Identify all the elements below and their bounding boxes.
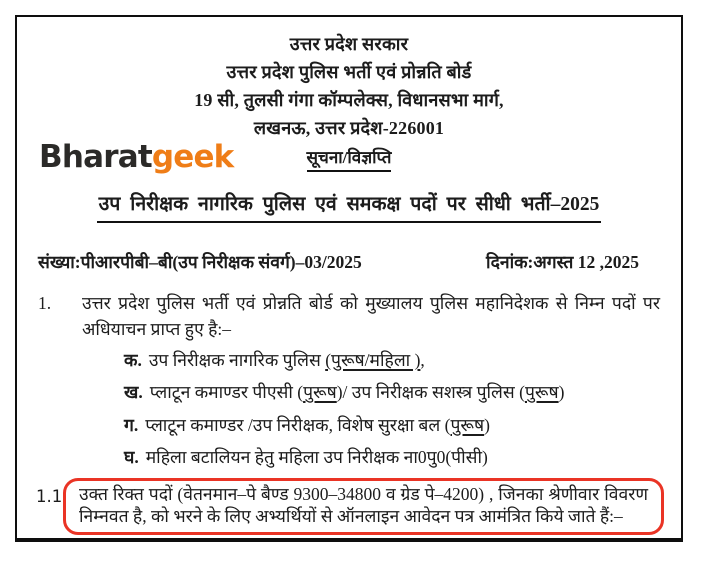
logo-bharat: Bharat <box>39 139 152 175</box>
post-list <box>124 344 681 474</box>
paragraph-1-text: उत्तर प्रदेश पुलिस भर्ती एवं प्रोन्नति बोर्ड को मुख्यालय पुलिस महानिदेशक से निम्न पदों पर अधियाचन प्राप्त हुए है:– <box>82 293 660 339</box>
org-address-line2: लखनऊ, उत्तर प्रदेश-226001 <box>253 118 445 138</box>
list-item-text <box>146 447 488 467</box>
list-item <box>124 409 681 441</box>
list-item-text <box>150 382 565 402</box>
list-item <box>124 376 681 408</box>
list-item <box>124 441 681 473</box>
reference-row <box>38 249 639 275</box>
org-government-line: उत्तर प्रदेश सरकार <box>289 34 409 54</box>
list-item-text-segment: महिला बटालियन हेतु महिला उप निरीक्षक ना0पु0(पीसी) <box>145 447 488 468</box>
logo-geek: geek <box>151 139 234 175</box>
recruitment-title: उप निरीक्षक नागरिक पुलिस एवं समकक्ष पदों पर सीधी भर्ती–2025 <box>97 189 602 223</box>
paragraph-1-1-number: 1.1 <box>36 486 63 506</box>
reference-number: संख्या:पीआरपीबी–बी(उप निरीक्षक संवर्ग)–03/2025 <box>38 252 362 272</box>
list-item-text <box>145 415 490 435</box>
list-item-label: ग. <box>124 414 139 435</box>
paragraph-1 <box>38 290 660 342</box>
list-item-text-segment: पुरूष <box>524 382 559 403</box>
list-item-text-segment: पुरूष <box>303 382 337 403</box>
list-item-label: क. <box>124 350 142 370</box>
bharatgeek-watermark-logo <box>39 138 234 176</box>
list-item <box>124 344 681 376</box>
list-item-text-segment: , <box>420 350 425 370</box>
list-item-text-segment: ) <box>558 382 565 403</box>
reference-date: दिनांक:अगस्त 12 ,2025 <box>486 252 639 272</box>
list-item-text-segment: पुरूष <box>450 414 485 435</box>
paragraph-1-1-text: उक्त रिक्त पदों (वेतनमान–पे बैण्ड 9300–34800 व ग्रेड पे–4200) , जिनका श्रेणीवार विवरण निम्नवत है, को भरने के लिए अभ्यर्थियों से ऑनलाइन आवेदन पत्र आमंत्रित किये जाते हैं:– <box>79 483 648 527</box>
main-title-row <box>17 189 681 223</box>
highlight-box <box>63 478 664 535</box>
org-address-line1: 19 सी, तुलसी गंगा कॉम्पलेक्स, विधानसभा मार्ग, <box>194 90 504 110</box>
list-item-text-segment: प्लाटून कमाण्डर /उप निरीक्षक, विशेष सुरक्षा बल ( <box>145 414 451 435</box>
list-item-text-segment: उप निरीक्षक नागरिक पुलिस <box>148 350 326 370</box>
paragraph-1-number: 1. <box>38 293 52 313</box>
paragraph-1-1 <box>36 478 664 535</box>
list-item-label: ख. <box>124 382 143 403</box>
list-item-text-segment: ) <box>484 414 490 435</box>
letterhead <box>17 30 681 142</box>
notice-heading: सूचना/विज्ञप्ति <box>307 145 392 172</box>
list-item-text <box>149 350 425 370</box>
org-board-line: उत्तर प्रदेश पुलिस भर्ती एवं प्रोन्नति बोर्ड <box>226 62 472 82</box>
document-page <box>15 15 683 542</box>
list-item-text-segment: )/ उप निरीक्षक सशस्त्र पुलिस ( <box>336 382 525 403</box>
list-item-label: घ. <box>124 447 139 468</box>
list-item-text-segment: प्लाटून कमाण्डर पीएसी ( <box>149 382 304 403</box>
list-item-text-segment: (पुरूष/महिला ) <box>325 350 421 370</box>
